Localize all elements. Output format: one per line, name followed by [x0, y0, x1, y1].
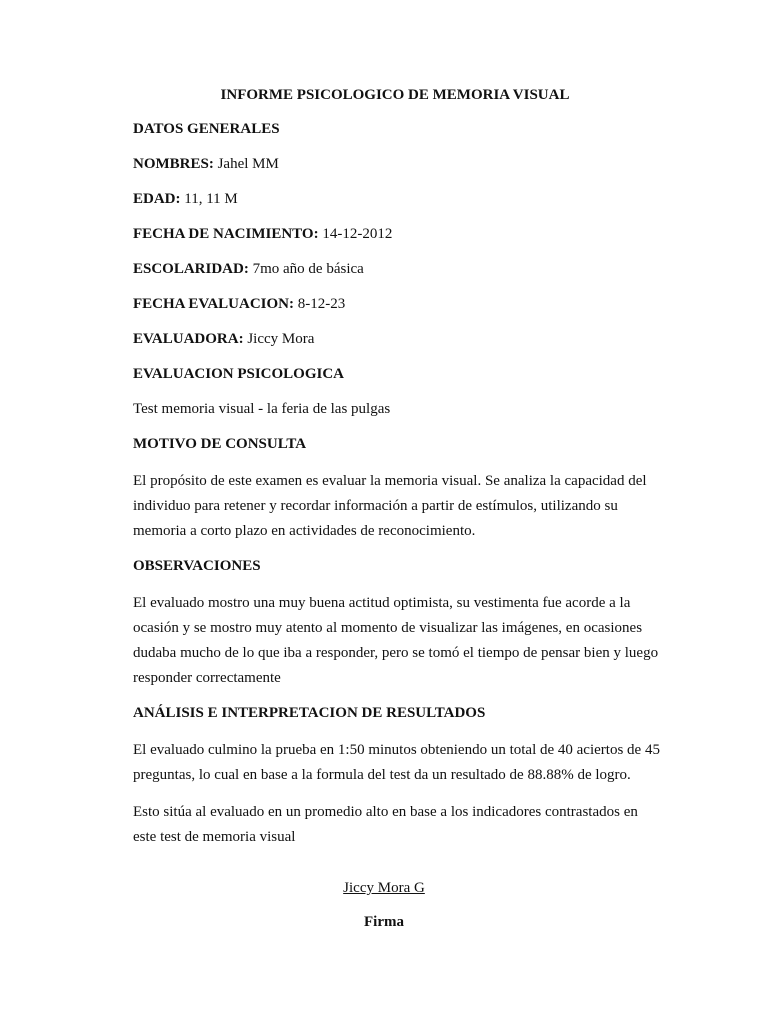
field-value: 7mo año de básica — [252, 261, 364, 277]
field-value: Jiccy Mora — [247, 331, 315, 347]
field-label: ESCOLARIDAD: — [133, 261, 249, 277]
signature-block — [0, 878, 768, 932]
observations-paragraph: El evaluado mostro una muy buena actitud optimista, su vestimenta fue acorde a la ocasión y se mostro muy atento al momento de visualizar las imágenes, en ocasiones dudaba mucho de lo que iba a responder, pero se tomó el tiempo de pensar bien y luego responder correctamente — [133, 595, 659, 686]
field-label: FECHA EVALUACION: — [133, 296, 294, 312]
field-schooling — [133, 259, 663, 279]
field-label: FECHA DE NACIMIENTO: — [133, 226, 319, 242]
field-names — [133, 154, 663, 174]
field-evaluator — [133, 329, 663, 349]
section-reason-heading: MOTIVO DE CONSULTA — [133, 436, 307, 452]
document-title: INFORME PSICOLOGICO DE MEMORIA VISUAL — [220, 87, 570, 103]
section-analysis-heading: ANÁLISIS E INTERPRETACION DE RESULTADOS — [133, 705, 486, 721]
analysis-paragraph-1: El evaluado culmino la prueba en 1:50 minutos obteniendo un total de 40 aciertos de 45 preguntas, lo cual en base a la formula del test da un resultado de 88.88% de logro. — [133, 742, 660, 783]
field-label: EVALUADORA: — [133, 331, 244, 347]
signature-name: Jiccy Mora G — [343, 880, 425, 896]
signature-label: Firma — [364, 914, 404, 930]
field-age — [133, 189, 663, 209]
field-label: EDAD: — [133, 191, 181, 207]
analysis-paragraph-2: Esto sitúa al evaluado en un promedio alto en base a los indicadores contrastados en este test de memoria visual — [133, 804, 638, 845]
section-general-heading: DATOS GENERALES — [133, 121, 280, 137]
section-observations-heading: OBSERVACIONES — [133, 558, 261, 574]
field-value: 11, 11 M — [184, 191, 238, 207]
document-body — [133, 85, 663, 862]
field-value: Jahel MM — [217, 156, 279, 172]
evaluation-text: Test memoria visual - la feria de las pulgas — [133, 401, 391, 417]
section-evaluation-heading: EVALUACION PSICOLOGICA — [133, 366, 345, 382]
reason-paragraph: El propósito de este examen es evaluar la memoria visual. Se analiza la capacidad del individuo para retener y recordar información a partir de estímulos, utilizando su memoria a corto plazo en actividades de reconocimiento. — [133, 473, 647, 539]
field-evaluation-date — [133, 294, 663, 314]
field-value: 8-12-23 — [297, 296, 346, 312]
field-birthdate — [133, 224, 663, 244]
field-label: NOMBRES: — [133, 156, 214, 172]
field-value: 14-12-2012 — [322, 226, 393, 242]
